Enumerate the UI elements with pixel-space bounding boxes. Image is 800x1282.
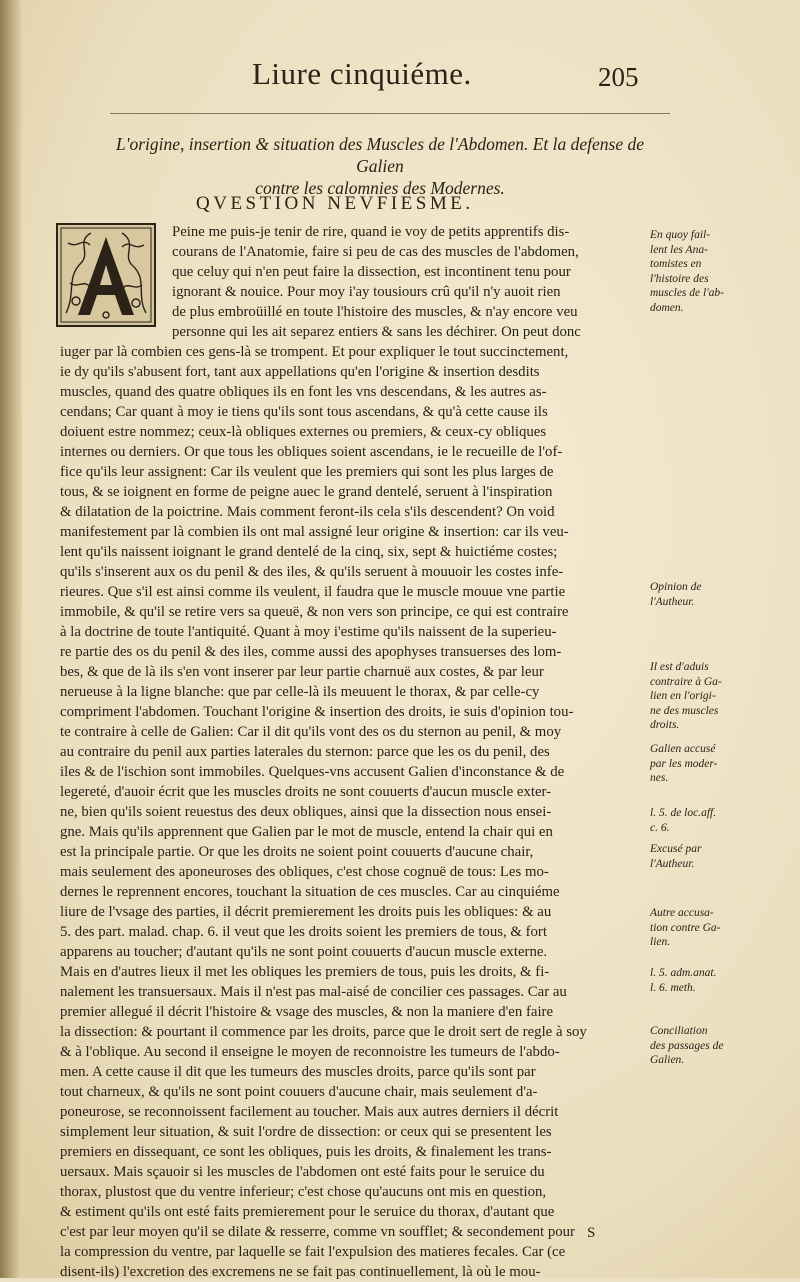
text-line: lent qu'ils naissent ioignant le grand dentelé de la cinq, six, sept & huictiéme costes; [60,544,558,560]
text-line: premier allegué il décrit l'histoire & vsage des muscles, & non la maniere d'en faire [60,1004,554,1020]
text-line: de plus embroüillé en toute l'histoire des muscles, & n'ay encore veu [172,304,578,320]
text-line: men. A cette cause il dit que les tumeurs des muscles droits, parce qu'ils sont par [60,1064,536,1080]
text-line: & estiment qu'ils ont esté faits premierement pour le seruice du thorax, d'autant que [60,1204,555,1220]
text-line: & à l'oblique. Au second il enseigne le moyen de reconnoistre les tumeurs de l'abdo- [60,1044,560,1060]
margin-note: l. 5. adm.anat. l. 6. meth. [650,967,717,994]
text-line: compriment l'abdomen. Touchant l'origine & insertion des droits, ie suis d'opinion tou- [60,704,574,720]
text-line: c'est par leur moyen qu'il se dilate & resserre, comme vn soufflet; & secondement pour [60,1224,575,1240]
text-line: nerueuse à la ligne blanche: que par celle-là ils meuuent le thorax, & par celle-cy [60,684,540,700]
text-line: Mais en d'autres lieux il met les obliques les premiers de tous, puis les droits, & fi- [60,964,550,980]
margin-note: Opinion de l'Autheur. [650,581,702,608]
text-line: rieures. Que s'il est ainsi comme ils veulent, il faudra que le muscle mouue vne partie [60,584,566,600]
running-title: Liure cinquiéme. [252,56,472,91]
margin-note: Galien accusé par les moder- nes. [650,743,718,784]
signature-mark: S [587,1225,596,1241]
text-line: personne qui les ait separez entiers & sans les déchirer. On peut donc [172,324,581,340]
text-line: disent-ils) l'excretion des excremens ne se fait pas continuellement, là où le mou- [60,1264,541,1280]
text-line: nalement les transuersaux. Mais il n'est pas mal-aisé de concilier ces passages. Car au [60,984,567,1000]
text-line: courans de l'Anatomie, faire si peu de cas des muscles de l'abdomen, [172,244,579,260]
text-line: apparens au toucher; d'autant qu'ils ne sont point couuerts d'aucun muscle externe. [60,944,548,960]
text-line: la compression du ventre, par laquelle se fait l'expulsion des matieres fecales. Car (ce [60,1244,566,1260]
section-title-line-2: contre les calomnies des Modernes. [255,178,505,198]
text-line: uersaux. Mais sçauoir si les muscles de l'abdomen ont esté faits pour le seruice du [60,1164,545,1180]
text-line: Peine me puis-je tenir de rire, quand ie voy de petits apprentifs dis- [172,224,570,240]
margin-note: Il est d'aduis contraire à Ga- lien en l'origi- ne des muscles droits. [650,661,722,731]
text-line: à la doctrine de toute l'antiquité. Quant à moy i'estime qu'ils naissent de la superieu- [60,624,557,640]
text-line: poneurose, se reconnoissent facilement au toucher. Mais aux autres derniers il décrit [60,1104,559,1120]
text-line: gne. Mais qu'ils apprennent que Galien par le mot de muscle, entend la chair qui en [60,824,553,840]
question-heading: QVESTION NEVFIESME. [196,193,474,214]
text-line: liure de l'vsage des parties, il décrit premierement les droits puis les obliques: & au [60,904,552,920]
text-line: bes, & que de là ils s'en vont inserer par leur partie charnuë aux costes, & par leur [60,664,544,680]
text-line: re partie des os du penil & des iles, comme aussi des apophyses transuerses des lom- [60,644,562,660]
text-line: ne, bien qu'ils soient reuestus des deux obliques, ainsi que la dissection nous ensei- [60,804,552,820]
margin-note: En quoy fail- lent les Ana- tomistes en l'histoire des muscles de l'ab- domen. [650,229,724,314]
text-line: tous, & se ioignent en forme de peigne auec le grand dentelé, seruent à l'inspiration [60,484,553,500]
text-line: iuger par là combien ces gens-là se trompent. Et pour expliquer le tout succinctement, [60,344,569,360]
text-line: fice qu'ils leur assignent: Car ils veulent que les premiers qui sont les plus larges de [60,464,554,480]
text-line: la dissection: & pourtant il commence par les droits, parce que le droit sert de regle à soy [60,1024,587,1040]
text-line: manifestement par là combien ils ont mal assigné leur origine & insertion: car ils veu- [60,524,569,540]
text-line: ie dy qu'ils s'abusent fort, tant aux appellations qu'en l'origine & insertion desdits [60,364,540,380]
text-line: internes ou derniers. Or que tous les obliques soient ascendans, ie le recueille de l'of- [60,444,563,460]
text-line: te contraire à celle de Galien: Car il dit qu'ils vont des os du sternon au penil, & moy [60,724,562,740]
text-line: qu'ils s'inserent aux os du penil & des iles, & qu'ils seruent à mouuoir les costes infe- [60,564,564,580]
text-line: au contraire du penil aux parties laterales du sternon: parce que les os du penil, des [60,744,550,760]
text-line: muscles, quand des quatre obliques ils en font les vns descendans, & les autres as- [60,384,547,400]
text-line: doiuent estre nommez; ceux-là obliques externes ou premiers, & ceux-cy obliques [60,424,547,440]
text-line: cendans; Car quant à moy ie tiens qu'ils sont tous ascendans, & qu'à cette cause ils [60,404,548,420]
text-line: mais seulement des aponeuroses des obliques, c'est chose cognuë de tous: Les mo- [60,864,549,880]
text-line: iles & de l'ischion sont immobiles. Quelques-vns accusent Galien d'inconstance & de [60,764,565,780]
text-line: dernes le reprennent encores, touchant la situation de ces muscles. Car au cinquiéme [60,884,560,900]
page-number: 205 [598,62,639,92]
margin-note: Conciliation des passages de Galien. [650,1025,724,1066]
text-line: 5. des part. malad. chap. 6. il veut que les droits soient les premiers de tous, & fort [60,924,547,940]
text-line: ignorant & nouice. Pour moy i'ay tousiours crû qu'il n'y auoit rien [172,284,561,300]
text-line: thorax, plustost que du ventre inferieur; c'est chose qu'aucuns ont mis en question, [60,1184,547,1200]
text-line: simplement leur situation, & suit l'ordre de dissection: or ceux qui se presentent les [60,1124,552,1140]
text-line: immobile, & qu'il se retire vers sa queuë, & non vers son principe, ce qui est contraire [60,604,569,620]
text-line: tout charneux, & qu'ils ne sont point couuers d'aucune chair, mais seulement d'a- [60,1084,538,1100]
text-line: est la principale partie. Or que les droits ne soient point couuerts d'aucune chair, [60,844,534,860]
section-title-line-1: L'origine, insertion & situation des Muscles de l'Abdomen. Et la defense de Galien [115,134,645,176]
text-line: premiers en dissequant, ce sont les obliques, puis les droits, & finalement les trans- [60,1144,552,1160]
text-line: que celuy qui n'en peut faire la dissection, est incontinent tenu pour [172,264,571,280]
margin-note: Excusé par l'Autheur. [650,843,702,870]
margin-note: Autre accusa- tion contre Ga- lien. [650,907,721,948]
text-line: & dilatation de la poictrine. Mais comment feront-ils cela s'ils descendent? On void [60,504,555,520]
margin-note: l. 5. de loc.aff. c. 6. [650,807,717,834]
text-line: legereté, d'auoir écrit que les muscles droits ne sont couuerts d'aucun muscle exter- [60,784,552,800]
